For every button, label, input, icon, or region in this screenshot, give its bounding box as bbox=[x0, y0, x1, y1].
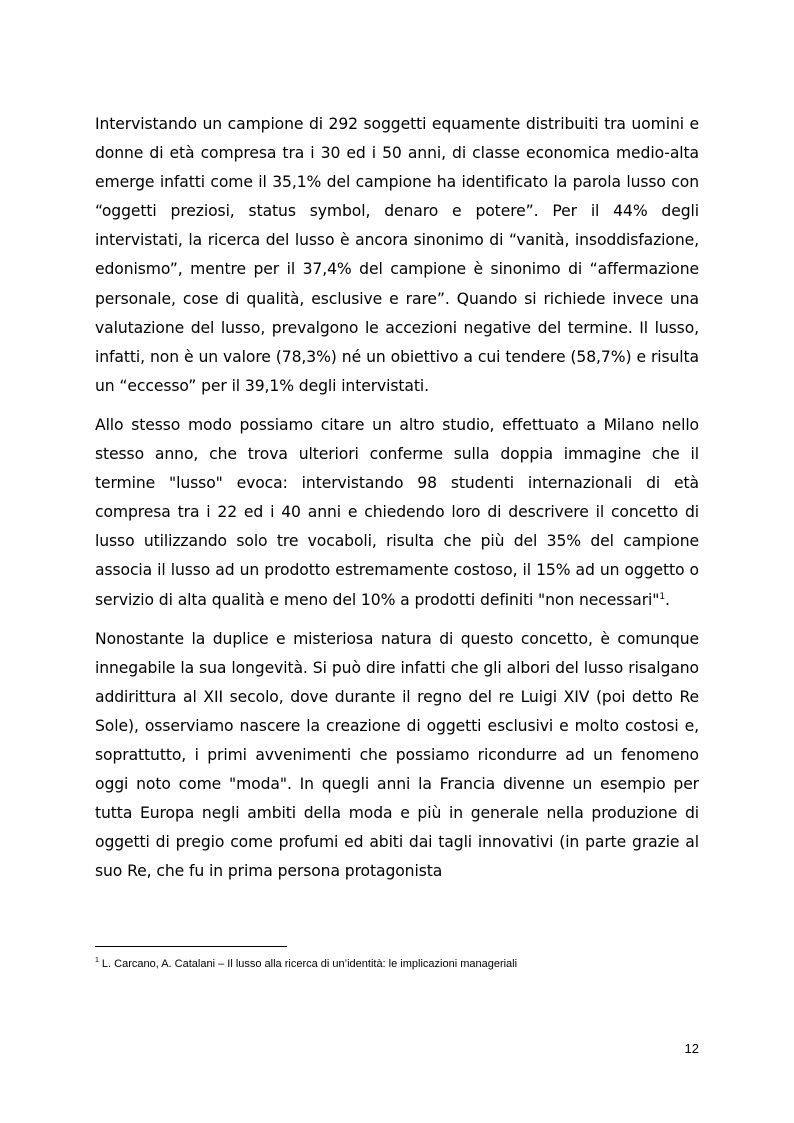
paragraph-text: Intervistando un campione di 292 soggetti equamente distribuiti tra uomini e donne di età compresa tra i 30 ed i 50 anni, di classe economica medio-alta emerge infatti come il 35,1% del campione ha identificato la parola lusso con “oggetti preziosi, status symbol, denaro e potere”. Per il 44% degli intervistati, la ricerca del lusso è ancora sinonimo di “vanità, insoddisfazione, edonismo”, mentre per il 37,4% del campione è sinonimo di “affermazione personale, cose di qualità, esclusive e rare”. Quando si richiede invece una valutazione del lusso, prevalgono le accezioni negative del termine. Il lusso, infatti, non è un valore (78,3%) né un obiettivo a cui tendere (58,7%) e risulta un “eccesso” per il 39,1% degli intervistati. bbox=[95, 115, 699, 395]
paragraph-luxury-history bbox=[95, 625, 699, 887]
paragraph-milan-study bbox=[95, 411, 699, 615]
page-number: 12 bbox=[684, 1041, 699, 1056]
body-text bbox=[95, 110, 699, 896]
footnote bbox=[95, 956, 699, 972]
paragraph-text: Allo stesso modo possiamo citare un altro studio, effettuato a Milano nello stesso anno, che trova ulteriori conferme sulla doppia immagine che il termine "lusso" evoca: intervistando 98 studenti internazionali di età compresa tra i 22 ed i 40 anni e chiedendo loro di descrivere il concetto di lusso utilizzando solo tre vocaboli, risulta che più del 35% del campione associa il lusso ad un prodotto estremamente costoso, il 15% ad un oggetto o servizio di alta qualità e meno del 10% a prodotti definiti "non necessari" bbox=[95, 415, 699, 609]
footnote-text: L. Carcano, A. Catalani – Il lusso alla ricerca di un’identità: le implicazioni manageriali bbox=[101, 958, 518, 970]
paragraph-tail: . bbox=[665, 590, 670, 609]
footnote-divider bbox=[95, 946, 287, 947]
footnote-reference[interactable]: 1 bbox=[659, 591, 666, 602]
paragraph-text: Nonostante la duplice e misteriosa natura di questo concetto, è comunque innegabile la sua longevità. Si può dire infatti che gli albori del lusso risalgano addirittura al XII secolo, dove durante il regno del re Luigi XIV (poi detto Re Sole), osserviamo nascere la creazione di oggetti esclusivi e molto costosi e, soprattutto, i primi avvenimenti che possiamo ricondurre ad un fenomeno oggi noto come "moda". In quegli anni la Francia divenne un esempio per tutta Europa negli ambiti della moda e più in generale nella produzione di oggetti di pregio come profumi ed abiti dai tagli innovativi (in parte grazie al suo Re, che fu in prima persona protagonista bbox=[95, 629, 699, 881]
footnote-marker: 1 bbox=[95, 957, 99, 965]
paragraph-survey-results bbox=[95, 110, 699, 401]
